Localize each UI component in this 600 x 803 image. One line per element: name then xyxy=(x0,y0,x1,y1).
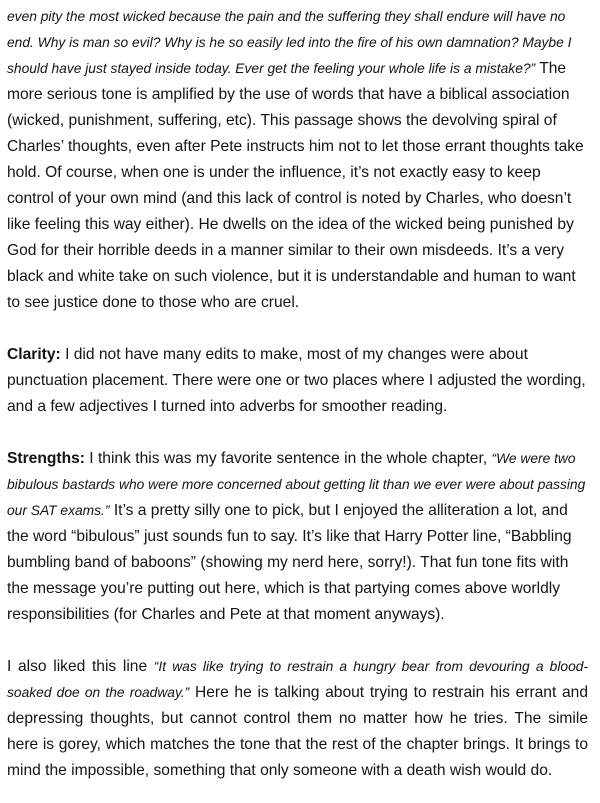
favorite-sentence-quote: “We were two bibulous bastards who were more concerned about getting lit than we ever were about passing our SAT exams.” xyxy=(7,451,586,518)
strengths-intro: I think this was my favorite sentence in the whole chapter, xyxy=(84,450,492,467)
liked-line-intro: I also liked this line xyxy=(7,658,154,675)
clarity-heading: Clarity: xyxy=(7,346,61,363)
liked-line-paragraph xyxy=(7,654,588,784)
strengths-text: It’s a pretty silly one to pick, but I enjoyed the alliteration a lot, and the word “bibulous” just sounds fun to say. It’s like that Harry Potter line, “Babbling bumbling band of baboons” (showing my nerd here, sorry!). That fun tone fits with the message you’re putting out here, which is that partying comes above worldly responsibilities (for Charles and Pete at that moment anyways). xyxy=(7,502,572,623)
strengths-paragraph xyxy=(7,446,588,628)
analysis-text: The more serious tone is amplified by the use of words that have a biblical association (wicked, punishment, suffering, etc). This passage shows the devolving spiral of Charles’ thoughts, even after Pete instructs him not to let those errant thoughts take hold. Of course, when one is under the influence, it’s not exactly easy to keep control of your own mind (and this lack of control is noted by Charles, who doesn’t like feeling this way either). He dwells on the idea of the wicked being punished by God for their horrible deeds in a manner similar to their own misdeeds. It’s a very black and white take on such violence, but it is understandable and human to want to see justice done to those who are cruel. xyxy=(7,60,584,311)
quoted-passage: even pity the most wicked because the pain and the suffering they shall endure will have no end. Why is man so evil? Why is he so easily led into the fire of his own damnation? Maybe I should have just stayed inside today. Ever get the feeling your whole life is a mistake?” xyxy=(7,9,572,76)
bear-simile-quote: “It was like trying to restrain a hungry bear from devouring a blood-soaked doe on the roadway.” xyxy=(7,659,589,700)
clarity-text: I did not have many edits to make, most of my changes were about punctuation placement. There were one or two places where I adjusted the wording, and a few adjectives I turned into adverbs for smoother reading. xyxy=(7,346,586,415)
liked-line-text: Here he is talking about trying to restrain his errant and depressing thoughts, but cannot control them no matter how he tries. The simile here is gorey, which matches the tone that the rest of the chapter brings. It brings to mind the impossible, something that only someone with a death wish would do. xyxy=(7,684,588,779)
strengths-heading: Strengths: xyxy=(7,450,85,467)
analysis-paragraph xyxy=(7,4,588,316)
clarity-paragraph xyxy=(7,342,588,420)
